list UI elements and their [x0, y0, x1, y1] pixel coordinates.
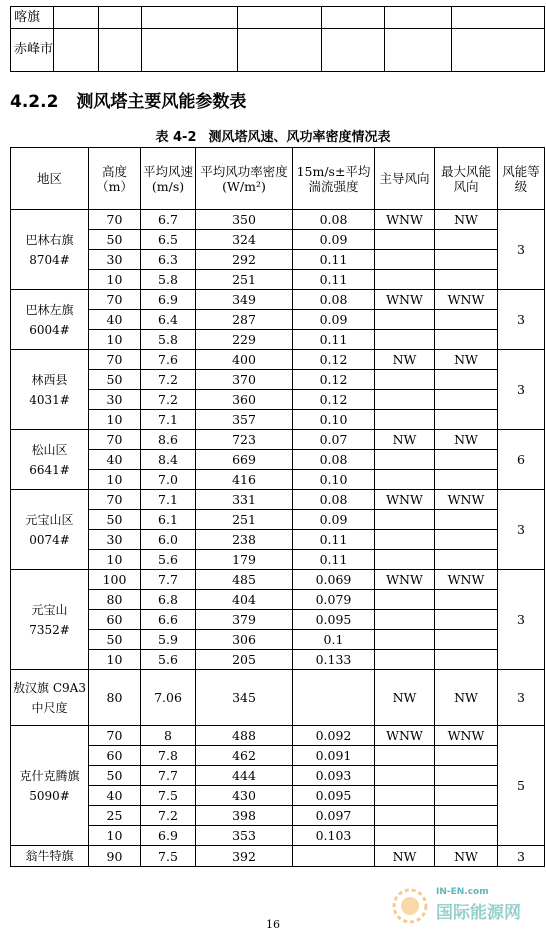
table-row	[11, 350, 545, 370]
table-row	[11, 766, 545, 786]
speed-cell: 6.9	[141, 290, 196, 310]
height-cell: 70	[89, 210, 141, 230]
height-cell: 50	[89, 766, 141, 786]
speed-cell: 8	[141, 726, 196, 746]
turbulence-cell: 0.079	[293, 590, 375, 610]
turbulence-cell: 0.091	[293, 746, 375, 766]
height-cell: 60	[89, 746, 141, 766]
power-density-cell: 357	[196, 410, 293, 430]
speed-cell: 6.9	[141, 826, 196, 846]
main-direction-cell	[375, 530, 435, 550]
turbulence-cell: 0.11	[293, 330, 375, 350]
region-cell: 巴林右旗 8704#	[11, 210, 89, 290]
turbulence-cell	[293, 846, 375, 867]
grade-cell: 3	[498, 670, 545, 726]
turbulence-cell: 0.069	[293, 570, 375, 590]
header-grade: 风能等级	[498, 148, 545, 210]
power-density-cell: 324	[196, 230, 293, 250]
main-direction-cell: NW	[375, 670, 435, 726]
section-title: 测风塔主要风能参数表	[76, 92, 247, 112]
region-cell: 喀旗	[11, 7, 54, 29]
header-main-direction: 主导风向	[375, 148, 435, 210]
height-cell: 70	[89, 350, 141, 370]
main-direction-cell: WNW	[375, 290, 435, 310]
grade-cell: 5	[498, 726, 545, 846]
section-number: 4.2.2	[10, 92, 59, 112]
turbulence-cell: 0.11	[293, 530, 375, 550]
speed-cell: 8.6	[141, 430, 196, 450]
speed-cell: 7.2	[141, 370, 196, 390]
turbulence-cell: 0.08	[293, 490, 375, 510]
table-row	[11, 610, 545, 630]
main-direction-cell	[375, 250, 435, 270]
power-density-cell: 331	[196, 490, 293, 510]
turbulence-cell: 0.093	[293, 766, 375, 786]
height-cell: 30	[89, 390, 141, 410]
wind-parameters-table	[10, 147, 545, 867]
max-energy-direction-cell	[435, 410, 498, 430]
page-number: 16	[266, 918, 280, 931]
height-cell: 10	[89, 410, 141, 430]
table-row	[11, 430, 545, 450]
max-energy-direction-cell	[435, 310, 498, 330]
region-cell: 敖汉旗 C9A3 中尺度	[11, 670, 89, 726]
power-density-cell: 306	[196, 630, 293, 650]
turbulence-cell: 0.10	[293, 410, 375, 430]
table-row	[11, 410, 545, 430]
table-row	[11, 230, 545, 250]
turbulence-cell: 0.09	[293, 310, 375, 330]
main-direction-cell	[375, 786, 435, 806]
power-density-cell: 229	[196, 330, 293, 350]
turbulence-cell: 0.12	[293, 370, 375, 390]
power-density-cell: 360	[196, 390, 293, 410]
max-energy-direction-cell	[435, 590, 498, 610]
turbulence-cell: 0.095	[293, 610, 375, 630]
table-row	[11, 650, 545, 670]
watermark-url: IN-EN.com	[436, 887, 489, 897]
table-caption	[0, 126, 546, 145]
grade-cell: 3	[498, 210, 545, 290]
main-direction-cell	[375, 590, 435, 610]
table-row	[11, 746, 545, 766]
header-speed: 平均风速(m/s)	[141, 148, 196, 210]
turbulence-cell: 0.11	[293, 270, 375, 290]
speed-cell: 8.4	[141, 450, 196, 470]
table-row	[11, 550, 545, 570]
grade-cell: 3	[498, 570, 545, 670]
table-row	[11, 726, 545, 746]
turbulence-cell: 0.09	[293, 230, 375, 250]
height-cell: 50	[89, 370, 141, 390]
max-energy-direction-cell	[435, 786, 498, 806]
header-height: 高度（m）	[89, 148, 141, 210]
turbulence-cell	[293, 670, 375, 726]
main-direction-cell	[375, 826, 435, 846]
region-cell: 翁牛特旗	[11, 846, 89, 867]
turbulence-cell: 0.08	[293, 290, 375, 310]
height-cell: 50	[89, 510, 141, 530]
power-density-cell: 353	[196, 826, 293, 846]
speed-cell: 7.06	[141, 670, 196, 726]
height-cell: 10	[89, 270, 141, 290]
max-energy-direction-cell: NW	[435, 430, 498, 450]
main-direction-cell	[375, 510, 435, 530]
max-energy-direction-cell: NW	[435, 210, 498, 230]
height-cell: 40	[89, 450, 141, 470]
turbulence-cell: 0.10	[293, 470, 375, 490]
max-energy-direction-cell	[435, 390, 498, 410]
max-energy-direction-cell: WNW	[435, 290, 498, 310]
turbulence-cell: 0.09	[293, 510, 375, 530]
turbulence-cell: 0.092	[293, 726, 375, 746]
speed-cell: 6.8	[141, 590, 196, 610]
max-energy-direction-cell	[435, 530, 498, 550]
power-density-cell: 444	[196, 766, 293, 786]
turbulence-cell: 0.097	[293, 806, 375, 826]
power-density-cell: 430	[196, 786, 293, 806]
main-direction-cell	[375, 450, 435, 470]
table-row	[11, 390, 545, 410]
max-energy-direction-cell	[435, 270, 498, 290]
height-cell: 90	[89, 846, 141, 867]
header-max-energy-direction: 最大风能风向	[435, 148, 498, 210]
power-density-cell: 287	[196, 310, 293, 330]
table-row	[11, 250, 545, 270]
power-density-cell: 292	[196, 250, 293, 270]
power-density-cell: 350	[196, 210, 293, 230]
speed-cell: 7.1	[141, 410, 196, 430]
speed-cell: 6.7	[141, 210, 196, 230]
turbulence-cell: 0.12	[293, 390, 375, 410]
height-cell: 80	[89, 670, 141, 726]
main-direction-cell	[375, 390, 435, 410]
height-cell: 10	[89, 470, 141, 490]
table-row	[11, 630, 545, 650]
speed-cell: 5.6	[141, 550, 196, 570]
main-direction-cell: WNW	[375, 490, 435, 510]
speed-cell: 7.6	[141, 350, 196, 370]
table-row	[11, 806, 545, 826]
region-cell: 元宝山 7352#	[11, 570, 89, 670]
previous-table-row	[11, 29, 545, 72]
speed-cell: 6.0	[141, 530, 196, 550]
main-direction-cell	[375, 806, 435, 826]
max-energy-direction-cell: WNW	[435, 726, 498, 746]
table-row	[11, 310, 545, 330]
height-cell: 40	[89, 786, 141, 806]
power-density-cell: 179	[196, 550, 293, 570]
grade-cell: 6	[498, 430, 545, 490]
max-energy-direction-cell	[435, 766, 498, 786]
speed-cell: 7.7	[141, 570, 196, 590]
max-energy-direction-cell	[435, 630, 498, 650]
max-energy-direction-cell	[435, 250, 498, 270]
power-density-cell: 404	[196, 590, 293, 610]
table-row	[11, 470, 545, 490]
table-row	[11, 210, 545, 230]
header-power-density: 平均风功率密度(W/m²)	[196, 148, 293, 210]
table-row	[11, 570, 545, 590]
region-cell: 巴林左旗 6004#	[11, 290, 89, 350]
height-cell: 70	[89, 726, 141, 746]
max-energy-direction-cell: NW	[435, 846, 498, 867]
height-cell: 10	[89, 550, 141, 570]
grade-cell: 3	[498, 490, 545, 570]
power-density-cell: 379	[196, 610, 293, 630]
table-row	[11, 450, 545, 470]
grade-cell: 3	[498, 350, 545, 430]
height-cell: 10	[89, 330, 141, 350]
main-direction-cell	[375, 310, 435, 330]
turbulence-cell: 0.11	[293, 250, 375, 270]
power-density-cell: 488	[196, 726, 293, 746]
power-density-cell: 485	[196, 570, 293, 590]
max-energy-direction-cell	[435, 746, 498, 766]
speed-cell: 5.6	[141, 650, 196, 670]
region-cell: 赤峰市	[11, 29, 54, 72]
power-density-cell: 392	[196, 846, 293, 867]
region-cell: 元宝山区 0074#	[11, 490, 89, 570]
table-row	[11, 670, 545, 726]
max-energy-direction-cell	[435, 510, 498, 530]
power-density-cell: 251	[196, 270, 293, 290]
max-energy-direction-cell	[435, 370, 498, 390]
table-row	[11, 490, 545, 510]
main-direction-cell	[375, 230, 435, 250]
watermark	[390, 884, 540, 926]
speed-cell: 6.6	[141, 610, 196, 630]
table-row	[11, 826, 545, 846]
power-density-cell: 349	[196, 290, 293, 310]
max-energy-direction-cell: NW	[435, 670, 498, 726]
height-cell: 70	[89, 490, 141, 510]
region-cell: 林西县 4031#	[11, 350, 89, 430]
height-cell: 40	[89, 310, 141, 330]
max-energy-direction-cell	[435, 650, 498, 670]
max-energy-direction-cell: NW	[435, 350, 498, 370]
max-energy-direction-cell	[435, 610, 498, 630]
max-energy-direction-cell	[435, 230, 498, 250]
speed-cell: 7.2	[141, 806, 196, 826]
power-density-cell: 251	[196, 510, 293, 530]
power-density-cell: 462	[196, 746, 293, 766]
speed-cell: 7.5	[141, 786, 196, 806]
max-energy-direction-cell: WNW	[435, 570, 498, 590]
main-direction-cell: NW	[375, 350, 435, 370]
height-cell: 80	[89, 590, 141, 610]
speed-cell: 7.0	[141, 470, 196, 490]
previous-table-row	[11, 7, 545, 29]
main-direction-cell	[375, 610, 435, 630]
grade-cell: 3	[498, 290, 545, 350]
speed-cell: 7.2	[141, 390, 196, 410]
speed-cell: 7.5	[141, 846, 196, 867]
turbulence-cell: 0.095	[293, 786, 375, 806]
speed-cell: 7.1	[141, 490, 196, 510]
table-body	[11, 210, 545, 867]
turbulence-cell: 0.133	[293, 650, 375, 670]
height-cell: 10	[89, 826, 141, 846]
max-energy-direction-cell: WNW	[435, 490, 498, 510]
section-heading	[10, 87, 246, 112]
speed-cell: 5.8	[141, 270, 196, 290]
header-row	[11, 148, 545, 210]
speed-cell: 6.4	[141, 310, 196, 330]
main-direction-cell: NW	[375, 846, 435, 867]
main-direction-cell: WNW	[375, 726, 435, 746]
main-direction-cell: WNW	[375, 570, 435, 590]
speed-cell: 5.8	[141, 330, 196, 350]
turbulence-cell: 0.07	[293, 430, 375, 450]
turbulence-cell: 0.1	[293, 630, 375, 650]
main-direction-cell	[375, 330, 435, 350]
previous-table-fragment	[10, 6, 545, 72]
grade-cell: 3	[498, 846, 545, 867]
power-density-cell: 345	[196, 670, 293, 726]
table-row	[11, 786, 545, 806]
height-cell: 100	[89, 570, 141, 590]
table-row	[11, 530, 545, 550]
power-density-cell: 370	[196, 370, 293, 390]
power-density-cell: 723	[196, 430, 293, 450]
main-direction-cell	[375, 370, 435, 390]
turbulence-cell: 0.103	[293, 826, 375, 846]
turbulence-cell: 0.11	[293, 550, 375, 570]
max-energy-direction-cell	[435, 806, 498, 826]
max-energy-direction-cell	[435, 550, 498, 570]
height-cell: 50	[89, 630, 141, 650]
table-title: 测风塔风速、风功率密度情况表	[208, 130, 391, 145]
height-cell: 50	[89, 230, 141, 250]
power-density-cell: 238	[196, 530, 293, 550]
speed-cell: 6.5	[141, 230, 196, 250]
speed-cell: 7.8	[141, 746, 196, 766]
table-row	[11, 590, 545, 610]
height-cell: 60	[89, 610, 141, 630]
power-density-cell: 205	[196, 650, 293, 670]
turbulence-cell: 0.08	[293, 210, 375, 230]
power-density-cell: 669	[196, 450, 293, 470]
speed-cell: 6.3	[141, 250, 196, 270]
max-energy-direction-cell	[435, 330, 498, 350]
header-region: 地区	[11, 148, 89, 210]
main-direction-cell	[375, 766, 435, 786]
height-cell: 70	[89, 290, 141, 310]
header-turbulence: 15m/s±平均湍流强度	[293, 148, 375, 210]
height-cell: 25	[89, 806, 141, 826]
power-density-cell: 416	[196, 470, 293, 490]
table-row	[11, 270, 545, 290]
watermark-name: 国际能源网	[436, 903, 521, 923]
main-direction-cell: WNW	[375, 210, 435, 230]
max-energy-direction-cell	[435, 470, 498, 490]
main-direction-cell	[375, 410, 435, 430]
table-row	[11, 370, 545, 390]
energy-logo-icon	[390, 886, 430, 926]
max-energy-direction-cell	[435, 826, 498, 846]
height-cell: 10	[89, 650, 141, 670]
main-direction-cell	[375, 470, 435, 490]
main-direction-cell	[375, 270, 435, 290]
region-cell: 克什克腾旗 5090#	[11, 726, 89, 846]
power-density-cell: 398	[196, 806, 293, 826]
height-cell: 30	[89, 250, 141, 270]
main-direction-cell	[375, 630, 435, 650]
main-direction-cell	[375, 550, 435, 570]
speed-cell: 6.1	[141, 510, 196, 530]
main-direction-cell	[375, 746, 435, 766]
power-density-cell: 400	[196, 350, 293, 370]
main-direction-cell: NW	[375, 430, 435, 450]
table-number: 表 4-2	[155, 130, 197, 145]
speed-cell: 5.9	[141, 630, 196, 650]
speed-cell: 7.7	[141, 766, 196, 786]
table-row	[11, 290, 545, 310]
height-cell: 30	[89, 530, 141, 550]
region-cell: 松山区 6641#	[11, 430, 89, 490]
table-row	[11, 330, 545, 350]
table-row	[11, 846, 545, 867]
height-cell: 70	[89, 430, 141, 450]
main-direction-cell	[375, 650, 435, 670]
table-row	[11, 510, 545, 530]
turbulence-cell: 0.08	[293, 450, 375, 470]
turbulence-cell: 0.12	[293, 350, 375, 370]
max-energy-direction-cell	[435, 450, 498, 470]
